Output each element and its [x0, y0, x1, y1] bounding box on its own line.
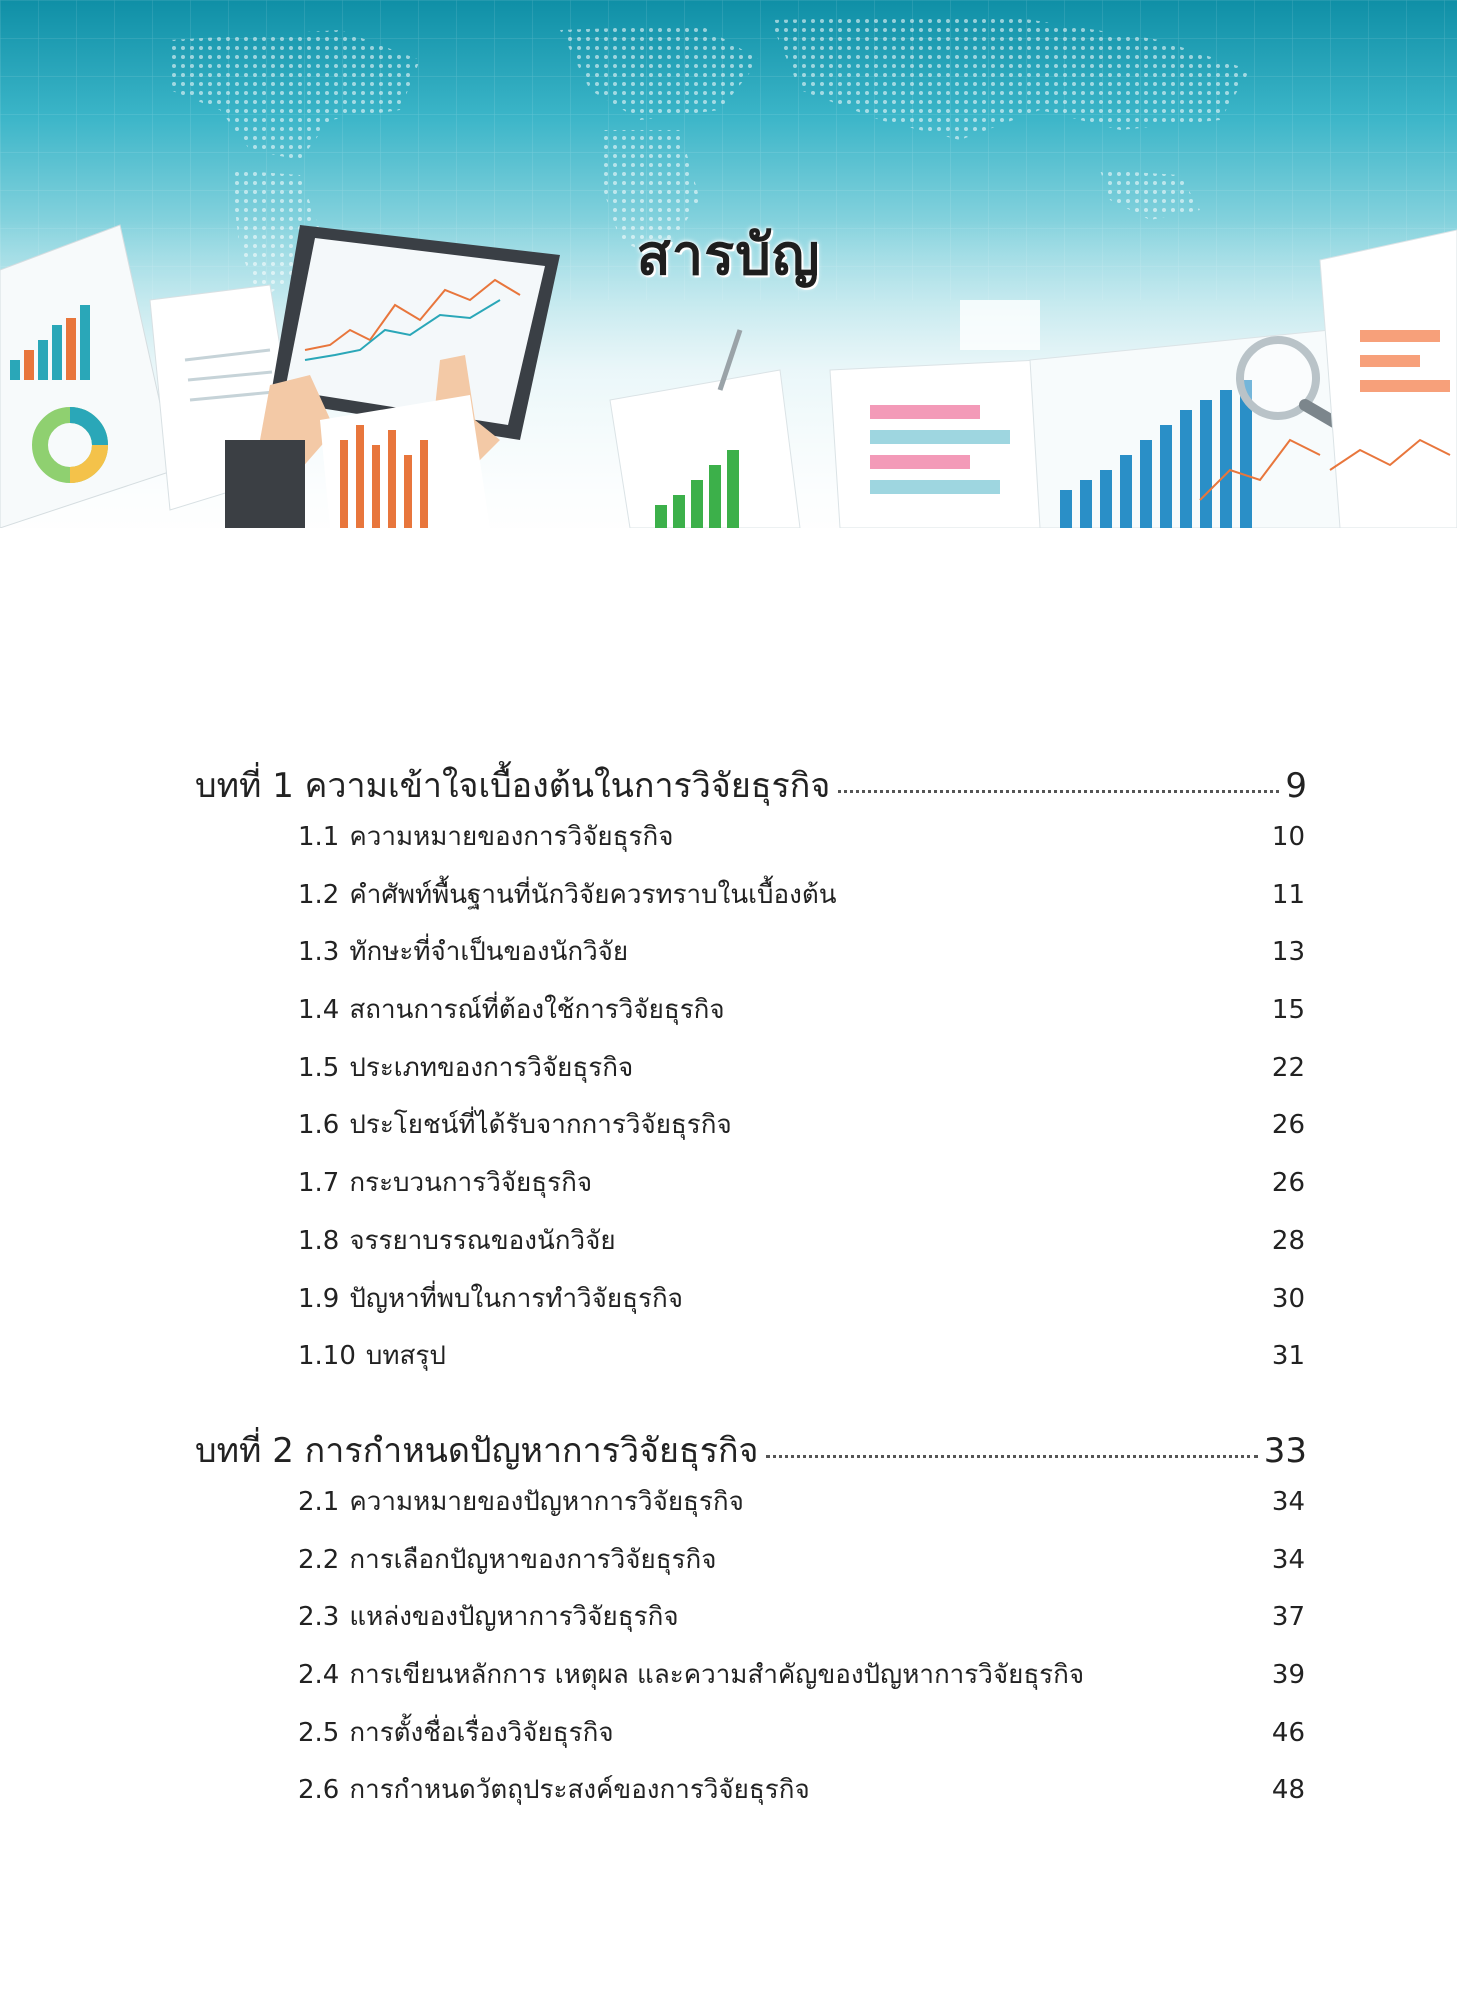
section-number: 2.2 [298, 1544, 340, 1575]
section-page-number: 37 [1271, 1602, 1305, 1633]
section-number: 1.1 [298, 822, 340, 852]
section-page-number: 11 [1271, 879, 1305, 910]
section-title: การกำหนดวัตถุประสงค์ของการวิจัยธุรกิจ [349, 1775, 810, 1806]
dot-leader [838, 790, 1279, 793]
toc-entry [195, 1481, 1307, 1539]
section-number: 1.10 [298, 1341, 356, 1372]
toc-entry [195, 1278, 1307, 1336]
dot-leader [766, 1455, 1257, 1458]
section-title: ความหมายของการวิจัยธุรกิจ [349, 822, 674, 852]
section-title: บทสรุป [365, 1341, 446, 1372]
chapter-spacer [195, 1393, 1307, 1423]
section-number: 1.2 [298, 879, 340, 910]
section-page-number: 46 [1271, 1717, 1305, 1748]
section-number: 1.7 [298, 1168, 340, 1199]
section-number: 2.6 [298, 1775, 340, 1806]
section-page-number: 15 [1271, 995, 1305, 1026]
section-title: คำศัพท์พื้นฐานที่นักวิจัยควรทราบในเบื้องต้น [349, 879, 837, 910]
section-page-number: 26 [1271, 1110, 1305, 1141]
section-title: แหล่งของปัญหาการวิจัยธุรกิจ [349, 1602, 679, 1633]
header-banner [0, 0, 1457, 528]
section-title: จรรยาบรรณของนักวิจัย [349, 1225, 616, 1256]
section-page-number: 28 [1271, 1225, 1305, 1256]
toc-entry [195, 1162, 1307, 1220]
toc-entry [195, 1220, 1307, 1278]
toc-chapter-1 [195, 758, 1307, 816]
section-title: การเขียนหลักการ เหตุผล และความสำคัญของปัญหาการวิจัยธุรกิจ [349, 1659, 1085, 1690]
section-number: 2.3 [298, 1602, 340, 1633]
section-page-number: 26 [1271, 1168, 1305, 1199]
section-number: 1.8 [298, 1225, 340, 1256]
section-number: 2.4 [298, 1659, 340, 1690]
section-number: 1.6 [298, 1110, 340, 1141]
section-page-number: 34 [1271, 1486, 1305, 1517]
chapter-page-number: 9 [1285, 766, 1307, 806]
section-page-number: 30 [1271, 1283, 1305, 1314]
section-title: ปัญหาที่พบในการทำวิจัยธุรกิจ [349, 1283, 683, 1314]
section-title: การเลือกปัญหาของการวิจัยธุรกิจ [349, 1544, 717, 1575]
section-number: 1.5 [298, 1052, 340, 1083]
toc-chapter-2 [195, 1423, 1307, 1481]
toc-entry [195, 1596, 1307, 1654]
section-page-number: 34 [1271, 1544, 1305, 1575]
section-title: การตั้งชื่อเรื่องวิจัยธุรกิจ [349, 1717, 614, 1748]
section-number: 2.5 [298, 1717, 340, 1748]
section-number: 1.4 [298, 995, 340, 1026]
toc-entry [195, 1769, 1307, 1827]
section-page-number: 22 [1271, 1052, 1305, 1083]
toc-entry [195, 1712, 1307, 1770]
toc-entry [195, 931, 1307, 989]
toc-entry [195, 989, 1307, 1047]
section-page-number: 13 [1271, 937, 1305, 968]
table-of-contents [195, 758, 1307, 1827]
chapter-title: บทที่ 1 ความเข้าใจเบื้องต้นในการวิจัยธุรกิจ [195, 766, 831, 806]
chapter-title: บทที่ 2 การกำหนดปัญหาการวิจัยธุรกิจ [195, 1430, 759, 1471]
section-title: ประเภทของการวิจัยธุรกิจ [349, 1052, 634, 1083]
section-title: ประโยชน์ที่ได้รับจากการวิจัยธุรกิจ [349, 1110, 732, 1141]
toc-entry [195, 1047, 1307, 1105]
section-title: ทักษะที่จำเป็นของนักวิจัย [349, 937, 629, 968]
toc-entry [195, 1335, 1307, 1393]
section-number: 1.9 [298, 1283, 340, 1314]
section-title: ความหมายของปัญหาการวิจัยธุรกิจ [349, 1486, 744, 1517]
section-page-number: 48 [1271, 1775, 1305, 1806]
page-title: สารบัญ [636, 223, 821, 288]
section-page-number: 31 [1271, 1341, 1305, 1372]
section-number: 2.1 [298, 1486, 340, 1517]
section-number: 1.3 [298, 937, 340, 968]
section-title: สถานการณ์ที่ต้องใช้การวิจัยธุรกิจ [349, 995, 725, 1026]
section-page-number: 10 [1271, 822, 1305, 852]
section-title: กระบวนการวิจัยธุรกิจ [349, 1168, 593, 1199]
toc-entry [195, 816, 1307, 874]
section-page-number: 39 [1271, 1659, 1305, 1690]
toc-entry [195, 874, 1307, 932]
chapter-page-number: 33 [1263, 1430, 1307, 1471]
toc-entry [195, 1539, 1307, 1597]
toc-entry [195, 1104, 1307, 1162]
toc-entry [195, 1654, 1307, 1712]
